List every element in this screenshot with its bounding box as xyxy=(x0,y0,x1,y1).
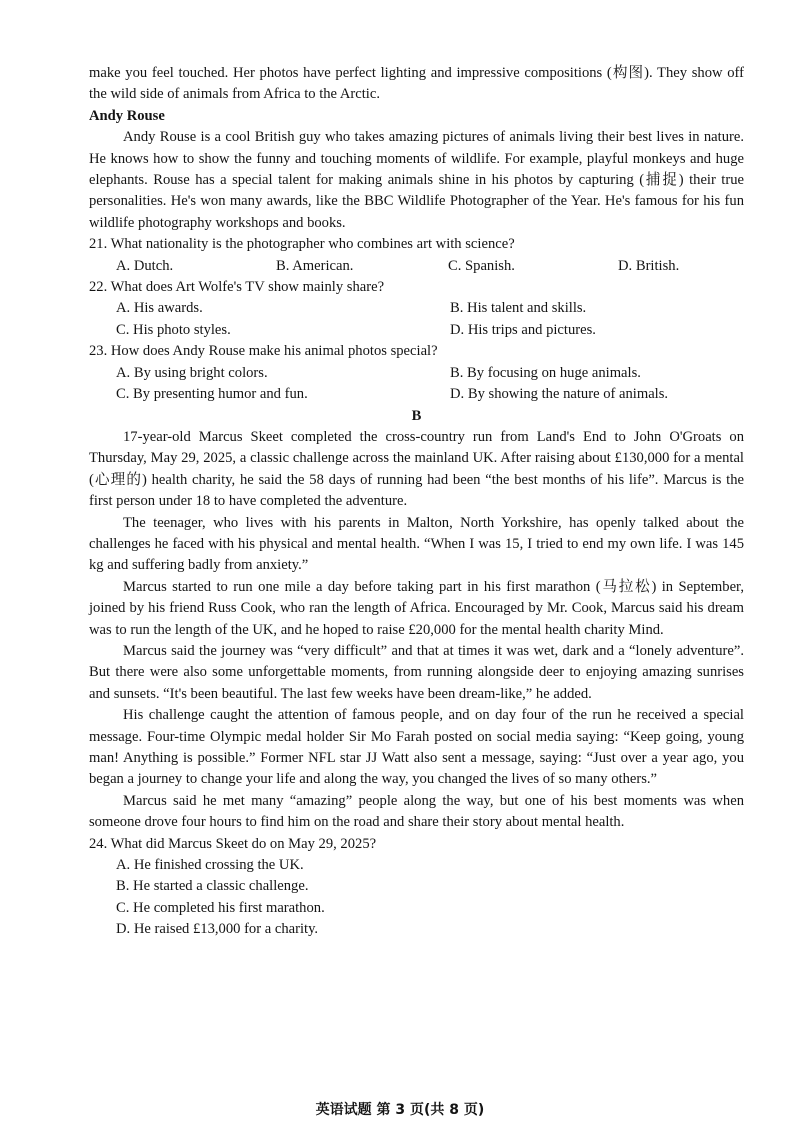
answer-options xyxy=(89,256,744,277)
question-stem: 23. How does Andy Rouse make his animal photos special? xyxy=(89,343,438,360)
passage-b-paragraph: Marcus said the journey was “very difficult” and that at times it was wet, dark and a “lonely adventure”. But there were also some unforgettable moments, from running alongside deer to enjoying amazing sunrises and sunsets. “It's been beautiful. The last few weeks have been dream-like,” he added. xyxy=(89,642,744,702)
page-footer: 英语试题 第 3 页(共 8 页) xyxy=(315,1102,485,1118)
option-a[interactable]: A. His awards. xyxy=(116,300,203,317)
option-a[interactable]: A. Dutch. xyxy=(116,257,174,274)
andy-rouse-paragraph: Andy Rouse is a cool British guy who takes amazing pictures of animals living their best lives in nature. He knows how to show the funny and touching moments of wildlife. For example, playful monkeys and huge elephants. Rouse has a special talent for making animals shine in his photos by capturing (捕捉) their true personalities. He's won many awards, like the BBC Wildlife Photographer of the Year. He's famous for his fun wildlife photography workshops and books. xyxy=(89,129,744,231)
passage-b-paragraph: His challenge caught the attention of famous people, and on day four of the run he received a special message. Four-time Olympic medal holder Sir Mo Farah posted on social media saying: “Keep going, young man! Anything is possible.” Former NFL star JJ Watt also sent a message, saying: “Just over a year ago, you began a journey to change your life and along the way, you changed the lives of so many others.” xyxy=(89,707,744,788)
option-d[interactable]: D. He raised £13,000 for a charity. xyxy=(116,921,319,938)
option-a[interactable]: A. He finished crossing the UK. xyxy=(116,857,304,874)
option-a[interactable]: A. By using bright colors. xyxy=(116,364,268,381)
option-b[interactable]: B. His talent and skills. xyxy=(450,300,587,317)
passage-b-paragraph: Marcus said he met many “amazing” people along the way, but one of his best moments was when someone drove four hours to find him on the road and share their story about mental health. xyxy=(89,792,744,831)
option-b[interactable]: B. By focusing on huge animals. xyxy=(450,364,641,381)
question-24 xyxy=(89,834,744,941)
page-body xyxy=(89,63,744,941)
passage-b-paragraph: 17-year-old Marcus Skeet completed the cross-country run from Land's End to John O'Groats on Thursday, May 29, 2025, a classic challenge across the mainland UK. After raising about £130,000 for a mental (心理的) health charity, he said the 58 days of running had been “the best months of his life”. Marcus is the first person under 18 to have completed the adventure. xyxy=(89,428,744,510)
passage-b-paragraph: Marcus started to run one mile a day before taking part in his first marathon (马拉松) in September, joined by his friend Russ Cook, who ran the length of Africa. Encouraged by Mr. Cook, Marcus said his dream was to run the length of the UK, and he hoped to raise £20,000 for the mental health charity Mind. xyxy=(89,578,744,638)
option-b[interactable]: B. He started a classic challenge. xyxy=(116,878,309,895)
option-c[interactable]: C. Spanish. xyxy=(448,257,515,274)
photographer-heading: Andy Rouse xyxy=(89,107,165,124)
option-d[interactable]: D. By showing the nature of animals. xyxy=(450,386,669,403)
section-label: B xyxy=(411,407,422,424)
option-c[interactable]: C. By presenting humor and fun. xyxy=(116,386,308,403)
option-c[interactable]: C. His photo styles. xyxy=(116,321,231,338)
wildlife-photographer-paragraph-end: make you feel touched. Her photos have perfect lighting and impressive compositions (构图). They show off the wild side of animals from Africa to the Arctic. xyxy=(89,65,744,103)
answer-options xyxy=(89,298,744,341)
option-d[interactable]: D. British. xyxy=(618,257,680,274)
option-c[interactable]: C. He completed his first marathon. xyxy=(116,899,325,916)
question-stem: 22. What does Art Wolfe's TV show mainly share? xyxy=(89,279,385,296)
question-22 xyxy=(89,277,744,341)
answer-options xyxy=(89,855,744,941)
option-d[interactable]: D. His trips and pictures. xyxy=(450,321,596,338)
option-b[interactable]: B. American. xyxy=(276,257,354,274)
question-stem: 21. What nationality is the photographer who combines art with science? xyxy=(89,236,515,253)
passage-b-paragraph: The teenager, who lives with his parents in Malton, North Yorkshire, has openly talked about the challenges he faced with his physical and mental health. “When I was 15, I tried to end my own life. I was 145 kg and suffering badly from anxiety.” xyxy=(89,514,744,574)
answer-options xyxy=(89,363,744,406)
question-21 xyxy=(89,234,744,277)
question-23 xyxy=(89,341,744,405)
question-stem: 24. What did Marcus Skeet do on May 29, 2025? xyxy=(89,835,377,852)
